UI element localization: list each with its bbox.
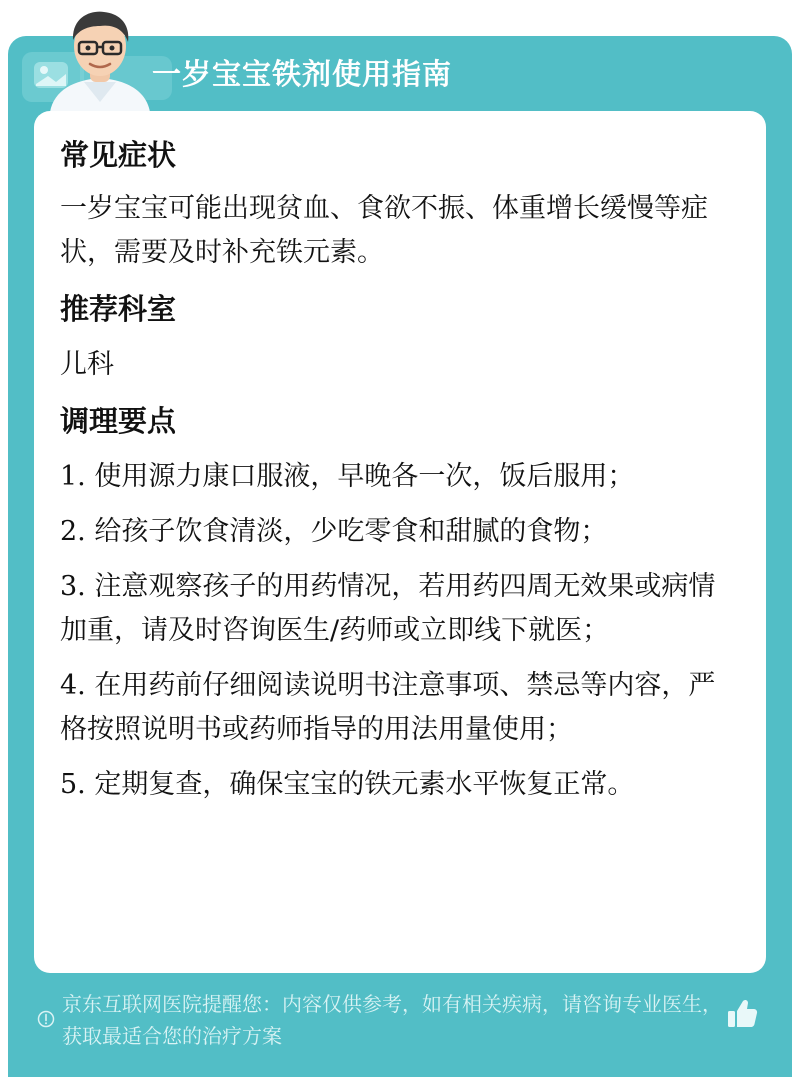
- care-item-text: 给孩子饮食清淡，少吃零食和甜腻的食物；: [85, 516, 608, 547]
- care-item-text: 使用源力康口服液，早晚各一次，饭后服用；: [85, 461, 635, 492]
- care-item-number: 3.: [60, 571, 86, 602]
- care-item-number: 1.: [60, 461, 86, 492]
- content-card: [34, 111, 766, 973]
- care-item-number: 5.: [60, 769, 86, 800]
- care-item-number: 4.: [60, 670, 86, 701]
- symptoms-text: 一岁宝宝可能出现贫血、食欲不振、体重增长缓慢等症状，需要及时补充铁元素。: [60, 193, 708, 268]
- care-item: [60, 455, 732, 499]
- disclaimer-text: 京东互联网医院提醒您：内容仅供参考，如有相关疾病，请咨询专业医生，获取最适合您的治疗方案: [62, 992, 722, 1048]
- care-item: [60, 664, 732, 752]
- care-item: [60, 510, 732, 554]
- info-icon: [37, 1010, 55, 1028]
- section-heading-care: 调理要点: [60, 404, 177, 438]
- care-item: [60, 565, 732, 653]
- doctor-avatar: [44, 6, 156, 112]
- care-item-text: 注意观察孩子的用药情况，若用药四周无效果或病情加重，请及时咨询医生/药师或立即线下就医；: [60, 571, 716, 646]
- care-item-text: 定期复查，确保宝宝的铁元素水平恢复正常。: [85, 769, 635, 800]
- department-text: 儿科: [60, 349, 114, 380]
- thumbs-up-icon[interactable]: [725, 997, 759, 1031]
- section-heading-symptoms: 常见症状: [60, 138, 177, 172]
- page-title: 一岁宝宝铁剂使用指南: [152, 57, 453, 91]
- section-heading-department: 推荐科室: [60, 292, 177, 326]
- care-item: [60, 763, 732, 807]
- care-item-number: 2.: [60, 516, 86, 547]
- care-item-text: 在用药前仔细阅读说明书注意事项、禁忌等内容，严格按照说明书或药师指导的用法用量使用；: [60, 670, 716, 745]
- card-content: [60, 133, 732, 818]
